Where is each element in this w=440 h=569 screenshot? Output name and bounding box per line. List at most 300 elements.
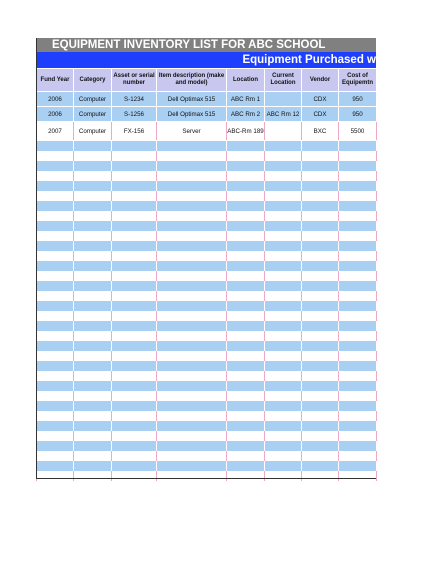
table-cell[interactable]: ABC-Rm 189 xyxy=(227,122,265,141)
empty-cell[interactable] xyxy=(157,181,227,191)
empty-cell[interactable] xyxy=(227,201,265,211)
empty-cell[interactable] xyxy=(302,241,339,251)
empty-cell[interactable] xyxy=(37,151,74,161)
empty-cell[interactable] xyxy=(112,151,157,161)
empty-cell[interactable] xyxy=(227,181,265,191)
empty-cell[interactable] xyxy=(265,341,302,351)
empty-cell[interactable] xyxy=(302,451,339,461)
empty-cell[interactable] xyxy=(227,391,265,401)
empty-cell[interactable] xyxy=(112,391,157,401)
empty-cell[interactable] xyxy=(227,171,265,181)
empty-cell[interactable] xyxy=(74,291,112,301)
empty-cell[interactable] xyxy=(265,351,302,361)
empty-cell[interactable] xyxy=(157,291,227,301)
empty-cell[interactable] xyxy=(265,381,302,391)
empty-cell[interactable] xyxy=(112,411,157,421)
empty-cell[interactable] xyxy=(302,231,339,241)
empty-cell[interactable] xyxy=(339,151,377,161)
empty-cell[interactable] xyxy=(112,161,157,171)
col-header-fund-year[interactable]: Fund Year xyxy=(37,69,74,92)
empty-cell[interactable] xyxy=(112,471,157,481)
empty-cell[interactable] xyxy=(157,451,227,461)
empty-cell[interactable] xyxy=(339,341,377,351)
empty-cell[interactable] xyxy=(157,141,227,152)
empty-cell[interactable] xyxy=(112,331,157,341)
empty-cell[interactable] xyxy=(74,421,112,431)
empty-cell[interactable] xyxy=(74,471,112,481)
empty-cell[interactable] xyxy=(37,431,74,441)
empty-cell[interactable] xyxy=(265,321,302,331)
empty-cell[interactable] xyxy=(37,251,74,261)
table-cell[interactable] xyxy=(265,122,302,141)
empty-cell[interactable] xyxy=(227,461,265,471)
empty-cell[interactable] xyxy=(112,461,157,471)
empty-cell[interactable] xyxy=(37,161,74,171)
empty-cell[interactable] xyxy=(74,181,112,191)
empty-cell[interactable] xyxy=(157,201,227,211)
empty-cell[interactable] xyxy=(302,251,339,261)
empty-cell[interactable] xyxy=(157,231,227,241)
empty-cell[interactable] xyxy=(37,211,74,221)
empty-cell[interactable] xyxy=(339,371,377,381)
empty-cell[interactable] xyxy=(157,431,227,441)
empty-cell[interactable] xyxy=(339,351,377,361)
empty-cell[interactable] xyxy=(339,311,377,321)
empty-cell[interactable] xyxy=(265,451,302,461)
empty-cell[interactable] xyxy=(157,471,227,481)
empty-cell[interactable] xyxy=(74,201,112,211)
empty-cell[interactable] xyxy=(339,201,377,211)
empty-cell[interactable] xyxy=(302,441,339,451)
empty-cell[interactable] xyxy=(265,431,302,441)
empty-cell[interactable] xyxy=(302,141,339,152)
empty-cell[interactable] xyxy=(112,251,157,261)
empty-cell[interactable] xyxy=(227,141,265,152)
empty-cell[interactable] xyxy=(227,401,265,411)
empty-cell[interactable] xyxy=(302,201,339,211)
table-cell[interactable]: Server xyxy=(157,122,227,141)
empty-cell[interactable] xyxy=(302,171,339,181)
empty-cell[interactable] xyxy=(302,181,339,191)
empty-cell[interactable] xyxy=(227,231,265,241)
empty-cell[interactable] xyxy=(265,441,302,451)
empty-cell[interactable] xyxy=(227,301,265,311)
col-header-item-description[interactable]: Item description (make and model) xyxy=(157,69,227,92)
empty-cell[interactable] xyxy=(74,211,112,221)
empty-cell[interactable] xyxy=(74,271,112,281)
empty-cell[interactable] xyxy=(157,251,227,261)
empty-cell[interactable] xyxy=(339,431,377,441)
table-cell[interactable]: Computer xyxy=(74,122,112,141)
empty-cell[interactable] xyxy=(227,151,265,161)
empty-cell[interactable] xyxy=(112,381,157,391)
empty-cell[interactable] xyxy=(74,371,112,381)
table-cell[interactable]: Computer xyxy=(74,107,112,122)
empty-cell[interactable] xyxy=(112,351,157,361)
empty-cell[interactable] xyxy=(157,321,227,331)
empty-cell[interactable] xyxy=(157,461,227,471)
empty-cell[interactable] xyxy=(265,361,302,371)
empty-cell[interactable] xyxy=(37,291,74,301)
table-cell[interactable]: ABC Rm 1 xyxy=(227,92,265,107)
empty-cell[interactable] xyxy=(112,281,157,291)
empty-cell[interactable] xyxy=(112,311,157,321)
empty-cell[interactable] xyxy=(265,421,302,431)
empty-cell[interactable] xyxy=(227,241,265,251)
empty-cell[interactable] xyxy=(37,191,74,201)
empty-cell[interactable] xyxy=(37,171,74,181)
empty-cell[interactable] xyxy=(74,141,112,152)
empty-cell[interactable] xyxy=(339,281,377,291)
empty-cell[interactable] xyxy=(227,381,265,391)
empty-cell[interactable] xyxy=(37,471,74,481)
empty-cell[interactable] xyxy=(302,321,339,331)
empty-cell[interactable] xyxy=(339,241,377,251)
empty-cell[interactable] xyxy=(112,261,157,271)
empty-cell[interactable] xyxy=(37,381,74,391)
empty-cell[interactable] xyxy=(339,181,377,191)
empty-cell[interactable] xyxy=(302,391,339,401)
empty-cell[interactable] xyxy=(37,221,74,231)
empty-cell[interactable] xyxy=(74,241,112,251)
empty-cell[interactable] xyxy=(112,371,157,381)
empty-cell[interactable] xyxy=(112,241,157,251)
table-cell[interactable]: CDX xyxy=(302,92,339,107)
empty-cell[interactable] xyxy=(37,411,74,421)
empty-cell[interactable] xyxy=(74,331,112,341)
empty-cell[interactable] xyxy=(339,411,377,421)
empty-cell[interactable] xyxy=(227,221,265,231)
table-cell[interactable]: S-1234 xyxy=(112,92,157,107)
empty-cell[interactable] xyxy=(227,211,265,221)
empty-cell[interactable] xyxy=(157,221,227,231)
empty-cell[interactable] xyxy=(302,261,339,271)
empty-cell[interactable] xyxy=(74,311,112,321)
table-cell[interactable]: 2007 xyxy=(37,122,74,141)
empty-cell[interactable] xyxy=(37,331,74,341)
empty-cell[interactable] xyxy=(339,391,377,401)
empty-cell[interactable] xyxy=(74,341,112,351)
empty-cell[interactable] xyxy=(157,171,227,181)
empty-cell[interactable] xyxy=(37,401,74,411)
empty-cell[interactable] xyxy=(112,221,157,231)
empty-cell[interactable] xyxy=(339,141,377,152)
empty-cell[interactable] xyxy=(112,421,157,431)
empty-cell[interactable] xyxy=(227,451,265,461)
empty-cell[interactable] xyxy=(112,451,157,461)
table-cell[interactable]: Dell Optimax 515 xyxy=(157,92,227,107)
empty-cell[interactable] xyxy=(112,141,157,152)
empty-cell[interactable] xyxy=(265,471,302,481)
empty-cell[interactable] xyxy=(227,191,265,201)
empty-cell[interactable] xyxy=(265,161,302,171)
empty-cell[interactable] xyxy=(265,311,302,321)
empty-cell[interactable] xyxy=(302,151,339,161)
empty-cell[interactable] xyxy=(74,391,112,401)
empty-cell[interactable] xyxy=(302,381,339,391)
empty-cell[interactable] xyxy=(302,371,339,381)
table-cell[interactable]: 950 xyxy=(339,107,377,122)
empty-cell[interactable] xyxy=(74,411,112,421)
empty-cell[interactable] xyxy=(157,211,227,221)
empty-cell[interactable] xyxy=(339,461,377,471)
table-cell[interactable] xyxy=(265,92,302,107)
empty-cell[interactable] xyxy=(265,371,302,381)
empty-cell[interactable] xyxy=(157,191,227,201)
empty-cell[interactable] xyxy=(339,321,377,331)
empty-cell[interactable] xyxy=(339,301,377,311)
table-cell[interactable]: ABC Rm 12 xyxy=(265,107,302,122)
empty-cell[interactable] xyxy=(74,401,112,411)
empty-cell[interactable] xyxy=(265,151,302,161)
empty-cell[interactable] xyxy=(339,381,377,391)
empty-cell[interactable] xyxy=(265,201,302,211)
empty-cell[interactable] xyxy=(37,271,74,281)
empty-cell[interactable] xyxy=(74,381,112,391)
empty-cell[interactable] xyxy=(157,361,227,371)
col-header-location[interactable]: Location xyxy=(227,69,265,92)
empty-cell[interactable] xyxy=(265,331,302,341)
empty-cell[interactable] xyxy=(227,331,265,341)
empty-cell[interactable] xyxy=(227,361,265,371)
empty-cell[interactable] xyxy=(74,321,112,331)
empty-cell[interactable] xyxy=(157,311,227,321)
empty-cell[interactable] xyxy=(227,341,265,351)
empty-cell[interactable] xyxy=(74,441,112,451)
empty-cell[interactable] xyxy=(37,321,74,331)
empty-cell[interactable] xyxy=(37,311,74,321)
empty-cell[interactable] xyxy=(265,171,302,181)
empty-cell[interactable] xyxy=(157,301,227,311)
empty-cell[interactable] xyxy=(302,211,339,221)
empty-cell[interactable] xyxy=(112,361,157,371)
empty-cell[interactable] xyxy=(302,291,339,301)
empty-cell[interactable] xyxy=(265,261,302,271)
empty-cell[interactable] xyxy=(157,161,227,171)
empty-cell[interactable] xyxy=(265,301,302,311)
empty-cell[interactable] xyxy=(339,271,377,281)
empty-cell[interactable] xyxy=(265,251,302,261)
empty-cell[interactable] xyxy=(339,161,377,171)
empty-cell[interactable] xyxy=(37,391,74,401)
empty-cell[interactable] xyxy=(112,401,157,411)
empty-cell[interactable] xyxy=(227,321,265,331)
empty-cell[interactable] xyxy=(302,411,339,421)
empty-cell[interactable] xyxy=(227,431,265,441)
empty-cell[interactable] xyxy=(265,411,302,421)
col-header-cost[interactable]: Cost of Equipemtn xyxy=(339,69,377,92)
table-cell[interactable]: FX-156 xyxy=(112,122,157,141)
table-cell[interactable]: Dell Optimax 515 xyxy=(157,107,227,122)
empty-cell[interactable] xyxy=(227,371,265,381)
empty-cell[interactable] xyxy=(227,351,265,361)
empty-cell[interactable] xyxy=(265,291,302,301)
empty-cell[interactable] xyxy=(74,281,112,291)
empty-cell[interactable] xyxy=(227,411,265,421)
empty-cell[interactable] xyxy=(74,461,112,471)
empty-cell[interactable] xyxy=(339,191,377,201)
empty-cell[interactable] xyxy=(302,401,339,411)
empty-cell[interactable] xyxy=(157,381,227,391)
empty-cell[interactable] xyxy=(227,421,265,431)
empty-cell[interactable] xyxy=(112,181,157,191)
empty-cell[interactable] xyxy=(339,361,377,371)
empty-cell[interactable] xyxy=(112,291,157,301)
empty-cell[interactable] xyxy=(265,211,302,221)
empty-cell[interactable] xyxy=(265,401,302,411)
empty-cell[interactable] xyxy=(37,371,74,381)
empty-cell[interactable] xyxy=(339,451,377,461)
empty-cell[interactable] xyxy=(265,141,302,152)
empty-cell[interactable] xyxy=(157,441,227,451)
empty-cell[interactable] xyxy=(37,301,74,311)
empty-cell[interactable] xyxy=(302,351,339,361)
empty-cell[interactable] xyxy=(37,441,74,451)
empty-cell[interactable] xyxy=(157,281,227,291)
empty-cell[interactable] xyxy=(157,261,227,271)
empty-cell[interactable] xyxy=(112,191,157,201)
empty-cell[interactable] xyxy=(302,331,339,341)
empty-cell[interactable] xyxy=(339,401,377,411)
empty-cell[interactable] xyxy=(157,391,227,401)
empty-cell[interactable] xyxy=(302,281,339,291)
empty-cell[interactable] xyxy=(227,281,265,291)
col-header-current-location[interactable]: Current Location xyxy=(265,69,302,92)
empty-cell[interactable] xyxy=(227,441,265,451)
empty-cell[interactable] xyxy=(74,261,112,271)
table-cell[interactable]: CDX xyxy=(302,107,339,122)
empty-cell[interactable] xyxy=(74,251,112,261)
empty-cell[interactable] xyxy=(302,431,339,441)
empty-cell[interactable] xyxy=(302,301,339,311)
empty-cell[interactable] xyxy=(157,401,227,411)
empty-cell[interactable] xyxy=(74,221,112,231)
table-cell[interactable]: 5500 xyxy=(339,122,377,141)
empty-cell[interactable] xyxy=(112,271,157,281)
empty-cell[interactable] xyxy=(339,261,377,271)
empty-cell[interactable] xyxy=(37,351,74,361)
empty-cell[interactable] xyxy=(37,341,74,351)
empty-cell[interactable] xyxy=(339,441,377,451)
empty-cell[interactable] xyxy=(302,471,339,481)
empty-cell[interactable] xyxy=(157,411,227,421)
empty-cell[interactable] xyxy=(302,221,339,231)
empty-cell[interactable] xyxy=(157,351,227,361)
empty-cell[interactable] xyxy=(302,191,339,201)
empty-cell[interactable] xyxy=(157,241,227,251)
table-cell[interactable]: 2006 xyxy=(37,92,74,107)
empty-cell[interactable] xyxy=(112,441,157,451)
table-cell[interactable]: Computer xyxy=(74,92,112,107)
empty-cell[interactable] xyxy=(227,471,265,481)
empty-cell[interactable] xyxy=(112,301,157,311)
col-header-asset-number[interactable]: Asset or serial number xyxy=(112,69,157,92)
empty-cell[interactable] xyxy=(74,191,112,201)
empty-cell[interactable] xyxy=(37,241,74,251)
empty-cell[interactable] xyxy=(302,461,339,471)
empty-cell[interactable] xyxy=(265,281,302,291)
empty-cell[interactable] xyxy=(74,171,112,181)
empty-cell[interactable] xyxy=(74,231,112,241)
empty-cell[interactable] xyxy=(265,241,302,251)
empty-cell[interactable] xyxy=(265,221,302,231)
empty-cell[interactable] xyxy=(265,461,302,471)
empty-cell[interactable] xyxy=(339,291,377,301)
empty-cell[interactable] xyxy=(37,141,74,152)
empty-cell[interactable] xyxy=(227,311,265,321)
empty-cell[interactable] xyxy=(37,451,74,461)
empty-cell[interactable] xyxy=(74,431,112,441)
empty-cell[interactable] xyxy=(112,341,157,351)
empty-cell[interactable] xyxy=(74,301,112,311)
empty-cell[interactable] xyxy=(157,341,227,351)
empty-cell[interactable] xyxy=(157,421,227,431)
empty-cell[interactable] xyxy=(265,191,302,201)
table-cell[interactable]: 950 xyxy=(339,92,377,107)
empty-cell[interactable] xyxy=(265,391,302,401)
empty-cell[interactable] xyxy=(227,251,265,261)
table-cell[interactable]: S-1256 xyxy=(112,107,157,122)
empty-cell[interactable] xyxy=(112,211,157,221)
empty-cell[interactable] xyxy=(339,211,377,221)
empty-cell[interactable] xyxy=(339,331,377,341)
empty-cell[interactable] xyxy=(74,161,112,171)
empty-cell[interactable] xyxy=(339,221,377,231)
empty-cell[interactable] xyxy=(302,421,339,431)
empty-cell[interactable] xyxy=(37,281,74,291)
empty-cell[interactable] xyxy=(302,361,339,371)
empty-cell[interactable] xyxy=(265,271,302,281)
empty-cell[interactable] xyxy=(227,161,265,171)
empty-cell[interactable] xyxy=(157,271,227,281)
empty-cell[interactable] xyxy=(74,451,112,461)
table-cell[interactable]: 2006 xyxy=(37,107,74,122)
empty-cell[interactable] xyxy=(339,231,377,241)
empty-cell[interactable] xyxy=(37,461,74,471)
empty-cell[interactable] xyxy=(74,361,112,371)
empty-cell[interactable] xyxy=(227,291,265,301)
empty-cell[interactable] xyxy=(339,421,377,431)
empty-cell[interactable] xyxy=(37,181,74,191)
col-header-vendor[interactable]: Vendor xyxy=(302,69,339,92)
empty-cell[interactable] xyxy=(302,161,339,171)
empty-cell[interactable] xyxy=(112,431,157,441)
empty-cell[interactable] xyxy=(37,261,74,271)
empty-cell[interactable] xyxy=(302,311,339,321)
empty-cell[interactable] xyxy=(74,151,112,161)
empty-cell[interactable] xyxy=(74,351,112,361)
empty-cell[interactable] xyxy=(37,361,74,371)
empty-cell[interactable] xyxy=(112,201,157,211)
empty-cell[interactable] xyxy=(227,261,265,271)
table-cell[interactable]: BXC xyxy=(302,122,339,141)
empty-cell[interactable] xyxy=(265,181,302,191)
empty-cell[interactable] xyxy=(37,421,74,431)
table-cell[interactable]: ABC Rm 2 xyxy=(227,107,265,122)
empty-cell[interactable] xyxy=(157,151,227,161)
empty-cell[interactable] xyxy=(112,231,157,241)
empty-cell[interactable] xyxy=(112,321,157,331)
empty-cell[interactable] xyxy=(157,371,227,381)
empty-cell[interactable] xyxy=(339,251,377,261)
empty-cell[interactable] xyxy=(37,201,74,211)
empty-cell[interactable] xyxy=(302,341,339,351)
empty-cell[interactable] xyxy=(112,171,157,181)
empty-cell[interactable] xyxy=(339,471,377,481)
empty-cell[interactable] xyxy=(265,231,302,241)
col-header-category[interactable]: Category xyxy=(74,69,112,92)
empty-cell[interactable] xyxy=(302,271,339,281)
